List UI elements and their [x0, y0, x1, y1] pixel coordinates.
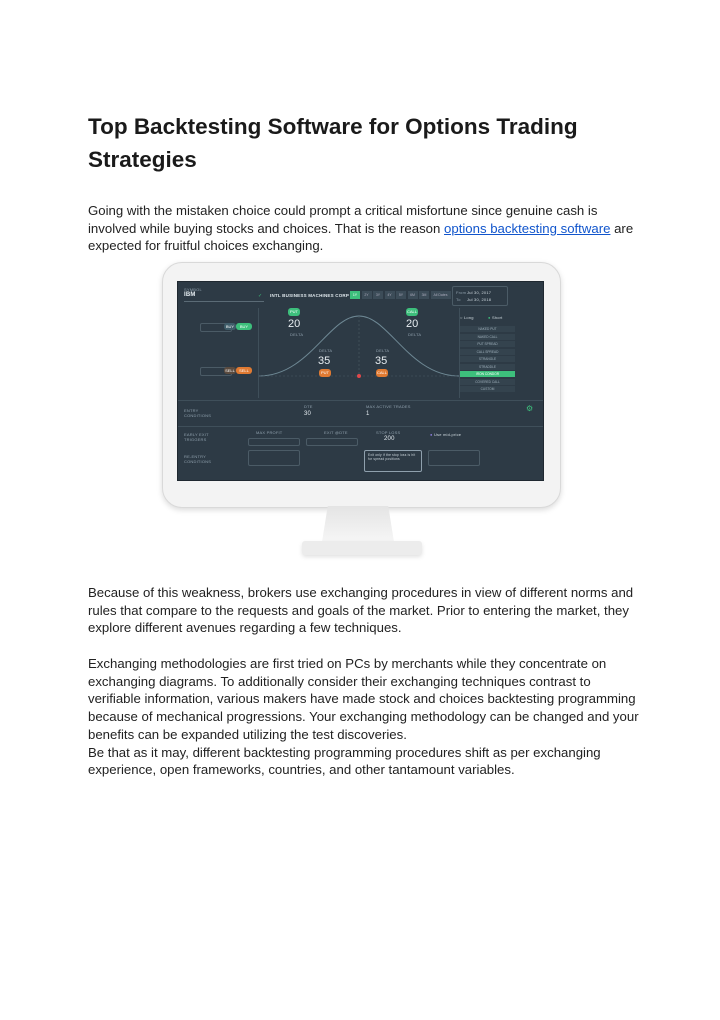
timeframe-button[interactable]: 5Y — [396, 291, 406, 299]
delta-label-4: DELTA — [376, 348, 390, 353]
strategy-menu-item[interactable]: NAKED PUT — [460, 326, 515, 332]
max-profit-label: MAX PROFIT — [256, 430, 283, 435]
divider — [178, 400, 543, 401]
monitor-illustration — [162, 262, 561, 508]
delta-label-1: DELTA — [290, 332, 304, 337]
timeframe-button[interactable]: 4Y — [385, 291, 395, 299]
from-label: From — [456, 290, 467, 295]
max-active-value: 1 — [366, 411, 370, 417]
buy-button[interactable]: BUY — [236, 323, 252, 330]
max-profit-input[interactable] — [248, 438, 300, 446]
timeframe-button[interactable]: 2Y — [362, 291, 372, 299]
strategy-menu-item[interactable]: IRON CONDOR — [460, 371, 515, 377]
stop-loss-value: 200 — [384, 436, 395, 442]
monitor-stand-neck — [322, 506, 394, 542]
date-range-box[interactable] — [452, 286, 508, 306]
sell-tag: SELL — [225, 368, 235, 373]
use-mid-price-toggle[interactable]: ● Use mid-price — [430, 432, 462, 437]
page-title: Top Backtesting Software for Options Trading Strategies — [88, 114, 578, 172]
note-box[interactable] — [364, 450, 422, 472]
timeframe-button[interactable]: 3M — [419, 291, 429, 299]
exit-dte-label: EXIT @DTE — [324, 430, 348, 435]
symbol-underline — [184, 301, 264, 302]
early-exit-label: EARLY EXIT TRIGGERS — [184, 432, 209, 442]
company-name: INTL BUSINESS MACHINES CORP — [270, 293, 350, 298]
strategy-menu-item[interactable]: CALL SPREAD — [460, 349, 515, 355]
strategy-menu-item[interactable]: COVERED CALL — [460, 379, 515, 385]
strategy-menu-item[interactable]: CUSTOM — [460, 386, 515, 392]
strategy-menu-item[interactable]: PUT SPREAD — [460, 341, 515, 347]
paragraph-3-main: Exchanging methodologies are first tried on PCs by merchants while they concentrate on exchanging diagrams. To additionally consider their exchanging techniques contrast to verifiable information, various makers have made stock and choices backtesting programming because of mechanical progressions. Your exchanging methodology can be changed and your benefits can be expanded utilizing the test discoveries. — [88, 656, 639, 742]
intro-paragraph — [88, 202, 643, 255]
extra-input[interactable] — [428, 450, 480, 466]
sell-button[interactable]: SELL — [236, 367, 252, 374]
settings-gear-icon[interactable]: ⚙ — [526, 404, 534, 413]
paragraph-3 — [88, 655, 643, 779]
options-backtesting-software-link[interactable]: options backtesting software — [444, 220, 611, 236]
timeframe-button[interactable]: 6M — [408, 291, 418, 299]
paragraph-3-end: Be that as it may, different backtesting programming procedures shift as per exchanging experience, open frameworks, countries, and other tantamount variables. — [88, 744, 601, 778]
intro-text-end: are expected for fruitful choices exchanging. — [88, 220, 634, 254]
max-active-label: MAX ACTIVE TRADES — [366, 404, 411, 409]
strategy-menu-item[interactable]: STRANGLE — [460, 356, 515, 362]
strategy-menu-item[interactable]: STRADDLE — [460, 364, 515, 370]
divider-2 — [178, 426, 543, 427]
re-entry-label: RE-ENTRY CONDITIONS — [184, 454, 212, 464]
timeframe-button[interactable]: 1Y — [350, 291, 360, 299]
long-option[interactable]: ○ Long — [460, 315, 474, 320]
to-date: Jul 30, 2018 — [467, 297, 492, 302]
upper-left-value: 20 — [288, 318, 301, 330]
call-badge-lower: CALL — [376, 370, 387, 375]
buy-tag: BUY — [225, 324, 235, 329]
dte-value: 30 — [304, 411, 312, 417]
timeframe-button[interactable]: 3Y — [373, 291, 383, 299]
note-text: Exit only if the stop loss is hit for spread positions — [368, 453, 416, 461]
put-badge-lower: PUT — [321, 370, 329, 375]
backtest-app-screenshot — [177, 281, 544, 481]
paragraph-2: Because of this weakness, brokers use exchanging procedures in view of different norms and rules that compare to the requests and goals of the market. Prior to entering the market, they explore different avenues regarding a few techniques. — [88, 585, 634, 636]
lower-right-value: 35 — [375, 355, 388, 367]
check-icon: ✓ — [258, 293, 263, 299]
from-date: Jul 30, 2017 — [467, 290, 492, 295]
short-option[interactable]: ● Short — [488, 315, 503, 320]
lower-left-value: 35 — [318, 355, 331, 367]
delta-label-2: DELTA — [408, 332, 422, 337]
strategy-menu-item[interactable]: NAKED CALL — [460, 334, 515, 340]
symbol-label: SYMBOL — [184, 287, 202, 292]
re-entry-input[interactable] — [248, 450, 300, 466]
to-label: To — [456, 297, 461, 302]
put-badge-upper: PUT — [290, 309, 298, 314]
symbol-value: IBM — [184, 292, 196, 298]
entry-conditions-label: ENTRY CONDITIONS — [184, 408, 212, 418]
call-badge-upper: CALL — [406, 309, 417, 314]
stop-loss-label: STOP LOSS — [376, 430, 401, 435]
dte-label: DTE — [304, 404, 313, 409]
timeframe-button[interactable]: All Dates — [431, 291, 451, 299]
exit-dte-input[interactable] — [306, 438, 358, 446]
monitor-stand-base — [302, 541, 422, 555]
delta-label-3: DELTA — [319, 348, 333, 353]
intro-text-start: Going with the mistaken choice could prompt a critical misfortune since genuine cash is involved while buying stocks and choices. That is the reason — [88, 203, 598, 236]
upper-right-value: 20 — [406, 318, 419, 330]
